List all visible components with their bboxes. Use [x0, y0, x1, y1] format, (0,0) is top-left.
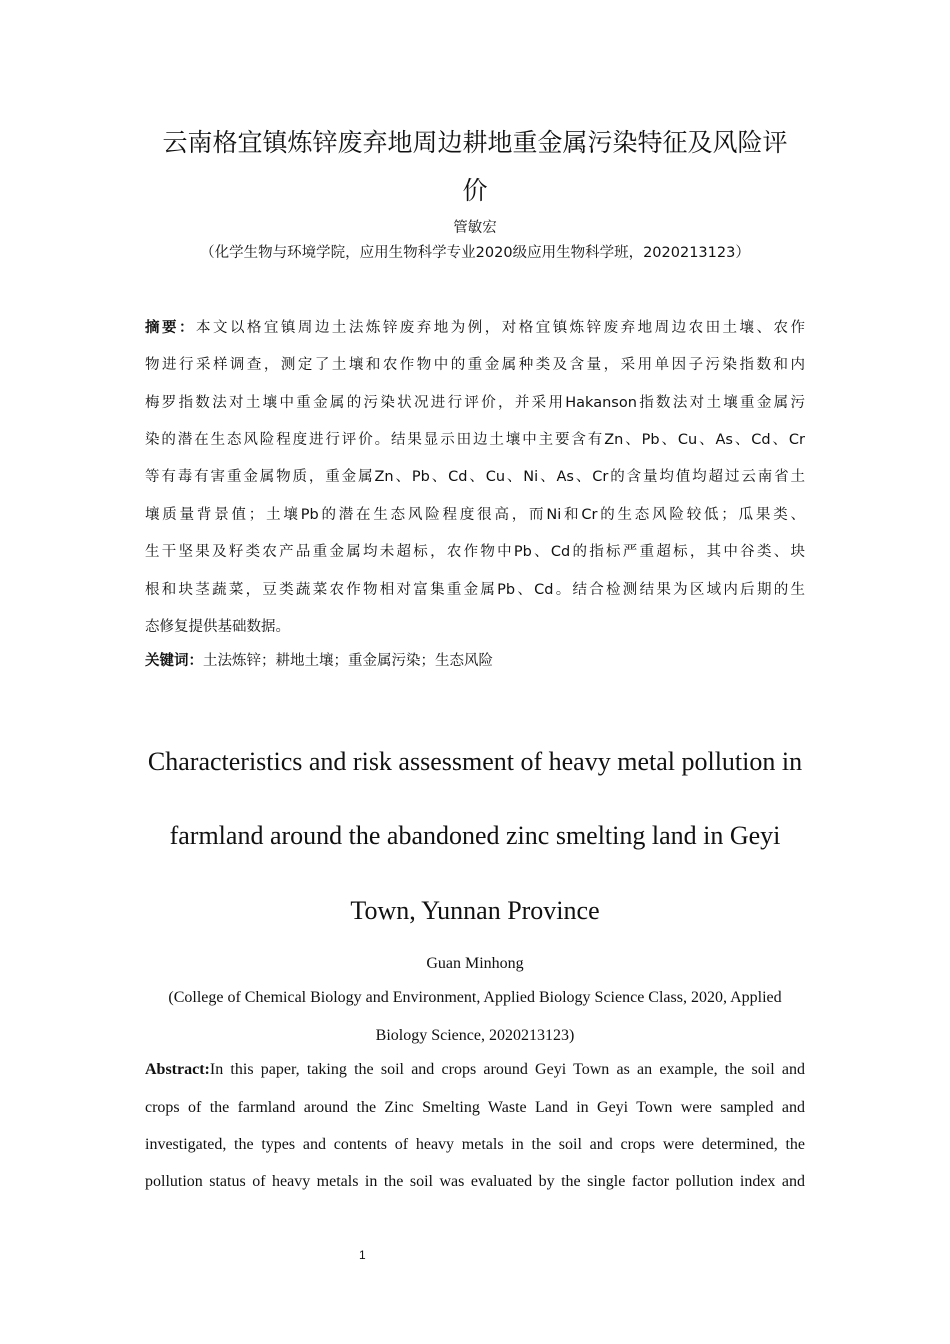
abstract-cn-line: 摘要：本文以格宜镇周边土法炼锌废弃地为例，对格宜镇炼锌废弃地周边农田土壤、农作 — [145, 320, 806, 336]
abstract-cn-line: 等有毒有害重金属物质，重金属Zn、Pb、Cd、Cu、Ni、As、Cr的含量均值均超过云南省土 — [145, 469, 805, 485]
affiliation-en-line-1: (College of Chemical Biology and Environment, Applied Biology Science Class, 2020, Applied — [168, 989, 782, 1006]
title-en-line-1: Characteristics and risk assessment of heavy metal pollution in — [147, 747, 803, 776]
keywords-cn: 关键词：土法炼锌；耕地土壤；重金属污染；生态风险 — [145, 653, 493, 669]
abstract-en-label: Abstract: — [145, 1061, 210, 1078]
abstract-cn-line: 梅罗指数法对土壤中重金属的污染状况进行评价，并采用Hakanson指数法对土壤重金属污 — [145, 395, 805, 411]
affiliation-en-line-2: Biology Science, 2020213123) — [375, 1027, 575, 1044]
abstract-cn-line: 物进行采样调查，测定了土壤和农作物中的重金属种类及含量，采用单因子污染指数和内 — [145, 357, 805, 373]
page-number: 1 — [359, 1248, 366, 1262]
affiliation-cn: （化学生物与环境学院，应用生物科学专业2020级应用生物科学班，2020213123） — [200, 245, 750, 261]
author-en: Guan Minhong — [426, 955, 524, 972]
author-cn: 管敏宏 — [453, 220, 497, 236]
abstract-cn-line: 态修复提供基础数据。 — [145, 619, 290, 635]
abstract-en-line: pollution status of heavy metals in the soil was evaluated by the single factor pollution index and — [145, 1173, 805, 1190]
title-en-line-2: farmland around the abandoned zinc smelting land in Geyi — [169, 821, 781, 850]
title-cn-line-1: 云南格宜镇炼锌废弃地周边耕地重金属污染特征及风险评 — [162, 128, 788, 157]
abstract-en-line: investigated, the types and contents of heavy metals in the soil and crops were determined, the — [145, 1136, 805, 1153]
title-cn-line-2: 价 — [462, 176, 488, 205]
abstract-cn-line: 染的潜在生态风险程度进行评价。结果显示田边土壤中主要含有Zn、Pb、Cu、As、Cd、Cr — [145, 432, 805, 448]
abstract-cn-line: 壤质量背景值；土壤Pb的潜在生态风险程度很高，而Ni和Cr的生态风险较低；瓜果类、 — [145, 507, 805, 523]
abstract-en-line: crops of the farmland around the Zinc Smelting Waste Land in Geyi Town were sampled and — [145, 1099, 805, 1116]
abstract-cn-line: 生干坚果及籽类农产品重金属均未超标，农作物中Pb、Cd的指标严重超标，其中谷类、块 — [145, 544, 805, 560]
abstract-cn-line: 根和块茎蔬菜，豆类蔬菜农作物相对富集重金属Pb、Cd。结合检测结果为区域内后期的生 — [145, 582, 805, 598]
abstract-cn-label: 摘要： — [145, 320, 196, 336]
keywords-cn-label: 关键词： — [145, 653, 203, 669]
abstract-en-line: Abstract:In this paper, taking the soil and crops around Geyi Town as an example, the soil and — [145, 1061, 805, 1078]
title-en-line-3: Town, Yunnan Province — [350, 896, 600, 925]
